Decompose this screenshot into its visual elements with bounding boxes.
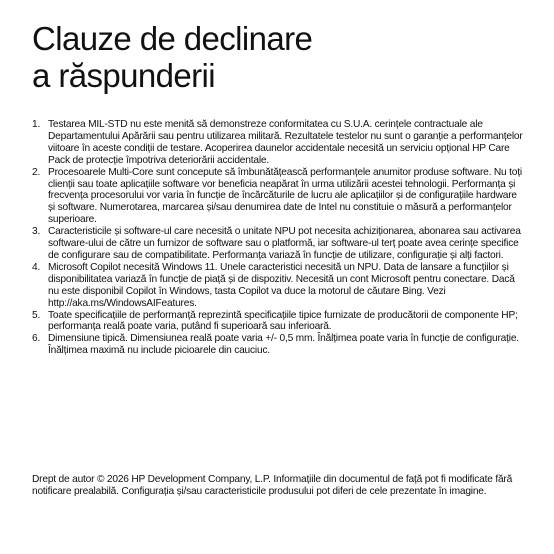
disclaimer-text: Procesoarele Multi-Core sunt concepute să îmbunătățească performanțele anumitor produse software. Nu toți clienții sau toate aplicațiile software vor beneficia neapărat în urma utilizării acestei tehnologii. Performanța și frecvența procesorului vor varia în funcție de încărcăturile de lucru ale aplicațiilor și de configurațiile hardware și software. Numerotarea, marcarea și/sau denumirea date de Intel nu constituie o măsură a performanțelor superioare.: [48, 166, 522, 226]
disclaimer-text: Microsoft Copilot necesită Windows 11. Unele caracteristici necesită un NPU. Data de lansare a funcțiilor și disponibilitatea variază în funcție de piață și de dispozitiv. Necesită un cont Microsoft pentru conectare. Dacă nu este disponibil Copilot în Windows, tasta Copilot va duce la motorul de căutare Bing. Vezi http://aka.ms/WindowsAIFeatures.: [48, 261, 515, 309]
page-title-line-2: a răspunderii: [32, 57, 215, 94]
disclaimer-text: Testarea MIL-STD nu este menită să demonstreze conformitatea cu S.U.A. cerințele contractuale ale Departamentului Apărării sau pentru utilizarea militară. Rezultatele testelor nu sunt o garanție a performanțelor viitoare în aceste condiții de testare. Acoperirea daunelor accidentale necesită un serviciu opțional HP Care Pack de protecție împotriva deteriorării accidentale.: [48, 119, 523, 166]
disclaimer-item-5: [32, 310, 526, 334]
disclaimer-item-2: [32, 167, 526, 227]
disclaimer-item-6: [32, 333, 526, 357]
disclaimer-list: [32, 119, 526, 357]
disclaimer-number: 5.: [32, 309, 41, 321]
disclaimer-number: 2.: [32, 166, 41, 178]
disclaimer-item-4: [32, 262, 526, 310]
disclaimer-number: 3.: [32, 226, 41, 238]
disclaimer-text: Dimensiune tipică. Dimensiunea reală poate varia +/- 0,5 mm. Înălțimea poate varia în funcție de configurație. Înălțimea maximă nu include picioarele din cauciuc.: [48, 333, 519, 357]
disclaimer-text: Toate specificațiile de performanță reprezintă specificațiile tipice furnizate de producătorii de componente HP; performanța reală poate varia, putând fi superioară sau inferioară.: [48, 309, 518, 333]
page-title-line-1: Clauze de declinare: [32, 20, 313, 57]
disclaimer-text: Caracteristicile și software-ul care necesită o unitate NPU pot necesita achiziționarea, abonarea sau activarea software-ului de către un furnizor de software sau o platformă, iar software-ul terț poate avea cerințe specifice de configurare sau de compatibilitate. Performanța variază în funcție de utilizare, configurație și alți factori.: [48, 226, 521, 261]
disclaimer-number: 6.: [32, 333, 41, 345]
disclaimer-number: 4.: [32, 261, 41, 273]
disclaimer-number: 1.: [32, 119, 41, 130]
page-title: [32, 20, 532, 94]
copyright-footer: Drept de autor © 2026 HP Development Company, L.P. Informațiile din documentul de față pot fi modificate fără notificare prealabilă. Configurația și/sau caracteristicile produsului pot diferi de cele prezentate în imagine.: [32, 474, 513, 498]
disclaimer-item-1: [32, 119, 526, 167]
disclaimer-item-3: [32, 226, 526, 262]
